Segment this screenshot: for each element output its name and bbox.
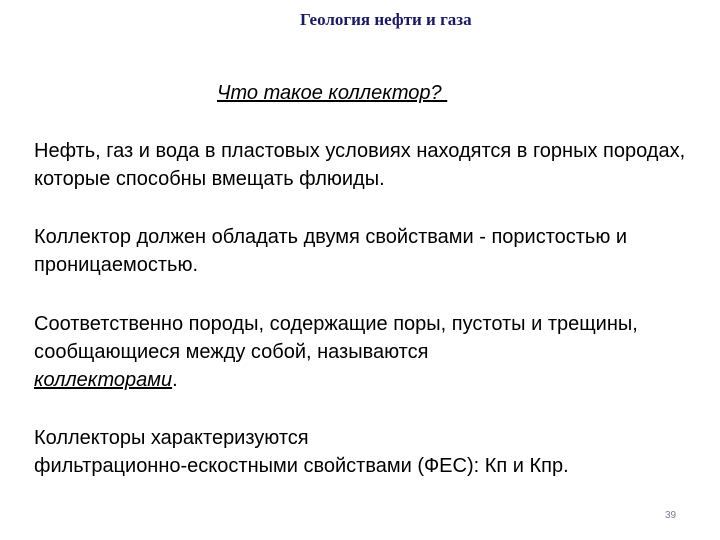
paragraph-fes-line2: фильтрационно-ескостными свойствами (ФЕС): Кп и Кпр.: [34, 455, 569, 477]
slide-subtitle: Что такое коллектор?: [217, 82, 448, 104]
paragraph-fes-line1: Коллекторы характеризуются: [34, 427, 309, 449]
paragraph-properties: Коллектор должен обладать двумя свойствами - пористостью и проницаемостью.: [34, 226, 628, 276]
header-title: Геология нефти и газа: [300, 10, 472, 29]
paragraph-definition: [34, 310, 694, 394]
paragraph-definition-text: Соответственно породы, содержащие поры, пустоты и трещины, сообщающиеся между собой, называются: [34, 313, 638, 363]
term-collectors: коллекторами: [34, 369, 173, 391]
paragraph-fes: [34, 424, 694, 480]
paragraph-definition-end: .: [172, 369, 178, 391]
paragraph-fluids: Нефть, газ и вода в пластовых условиях находятся в горных породах, которые способны вмещать флюиды.: [34, 140, 686, 190]
page-number: 39: [665, 510, 677, 521]
